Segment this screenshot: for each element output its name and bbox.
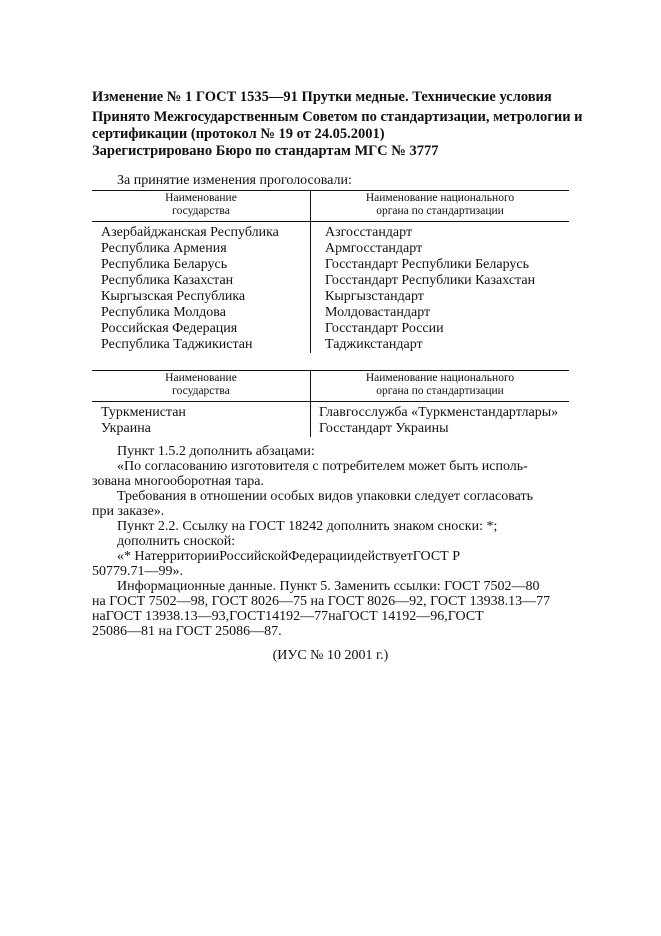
col-header-state: Наименование государства <box>92 191 311 222</box>
paragraph: Информационные данные. Пункт 5. Заменить ссылки: ГОСТ 7502—80 <box>117 579 540 594</box>
amendment-text <box>92 444 569 663</box>
title-line: Изменение № 1 ГОСТ 1535—91 Прутки медные. Технические условия <box>92 89 552 105</box>
change-title <box>92 89 572 106</box>
table-row: Кыргызская Республика Кыргызстандарт <box>92 289 569 305</box>
adoption-text: Принято Межгосударственным Советом по стандартизации, метрологии и <box>92 109 583 125</box>
registration-line: Зарегистрировано Бюро по стандартам МГС № 3777 <box>92 143 439 159</box>
adoption-line-2: сертификации (протокол № 19 от 24.05.2001) <box>92 126 385 142</box>
paragraph: 50779.71—99». <box>92 564 183 579</box>
paragraph: зована многооборотная тара. <box>92 474 264 489</box>
table-header-row <box>92 191 569 222</box>
paragraph: при заказе». <box>92 504 165 519</box>
paragraph: наГОСТ 13938.13—93,ГОСТ14192—77наГОСТ 14192—96,ГОСТ <box>92 609 484 624</box>
paragraph: на ГОСТ 7502—98, ГОСТ 8026—75 на ГОСТ 8026—92, ГОСТ 13938.13—77 <box>92 594 551 609</box>
paragraph: Пункт 1.5.2 дополнить абзацами: <box>117 444 315 459</box>
table-row: Республика Казахстан Госстандарт Республики Казахстан <box>92 273 569 289</box>
paragraph: дополнить сноской: <box>117 534 236 549</box>
col-header-body: Наименование национального органа по стандартизации <box>311 371 570 402</box>
table-row: Республика Беларусь Госстандарт Республики Беларусь <box>92 257 569 273</box>
footnote-line: «* НатерриторииРоссийскойФедерациидействуетГОСТ Р <box>117 549 460 564</box>
vote-table-2 <box>92 370 569 437</box>
table-row: Азербайджанская Республика Азгосстандарт <box>92 222 569 242</box>
paragraph: «По согласованию изготовителя с потребителем может быть исполь- <box>117 459 528 474</box>
vote-table-1 <box>92 190 569 353</box>
table-row: Туркменистан Главгосслужба «Туркменстандартлары» <box>92 402 569 422</box>
table-row: Украина Госстандарт Украины <box>92 421 569 437</box>
adoption-line-1 <box>92 109 583 126</box>
vote-intro: За принятие изменения проголосовали: <box>117 173 352 188</box>
paragraph: Пункт 2.2. Ссылку на ГОСТ 18242 дополнить знаком сноски: *; <box>117 519 498 534</box>
table-row: Республика Армения Армгосстандарт <box>92 241 569 257</box>
paragraph: Требования в отношении особых видов упаковки следует согласовать <box>117 489 533 504</box>
table-row: Российская Федерация Госстандарт России <box>92 321 569 337</box>
table-row: Республика Таджикистан Таджикстандарт <box>92 337 569 353</box>
table-row: Республика Молдова Молдовастандарт <box>92 305 569 321</box>
table-header-row <box>92 371 569 402</box>
adoption-info <box>92 109 583 160</box>
source-reference: (ИУС № 10 2001 г.) <box>272 648 389 663</box>
col-header-body: Наименование национального органа по стандартизации <box>311 191 570 222</box>
col-header-state: Наименование государства <box>92 371 311 402</box>
paragraph: 25086—81 на ГОСТ 25086—87. <box>92 624 282 639</box>
